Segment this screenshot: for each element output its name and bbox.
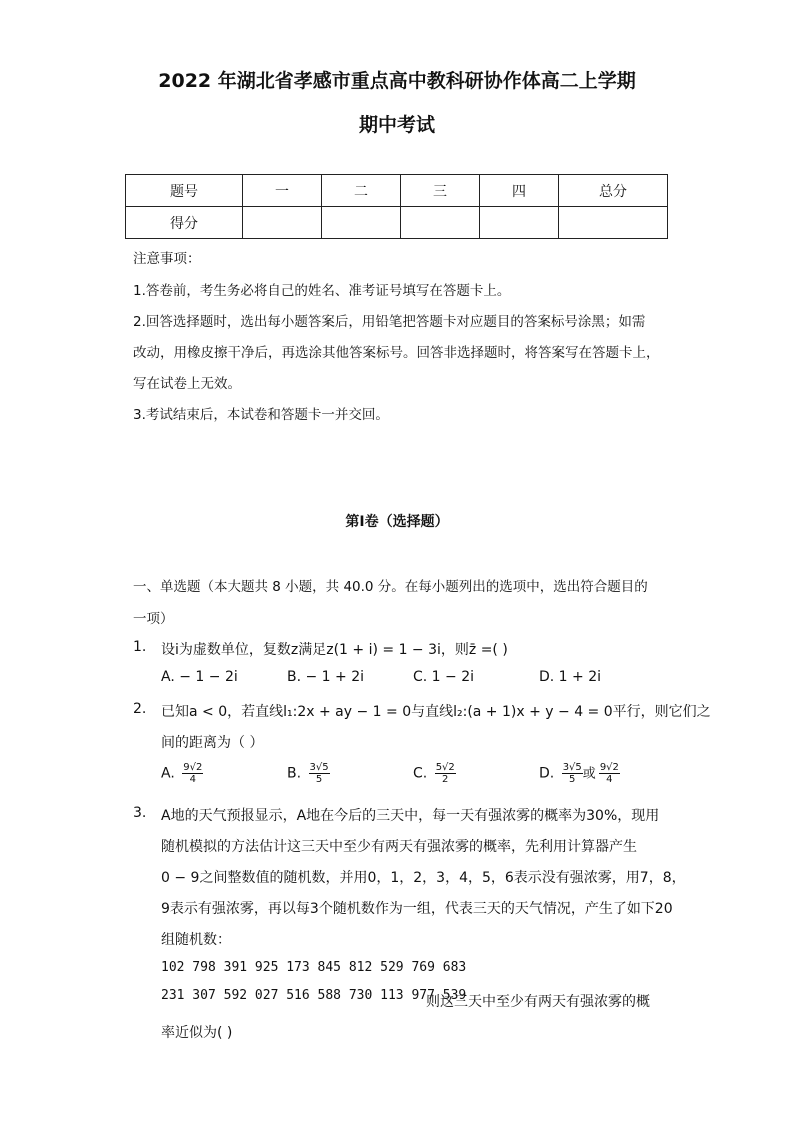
cell-score-3	[401, 207, 480, 239]
question-2-option-b	[287, 762, 330, 785]
option-d-fraction-1	[562, 762, 583, 785]
section-title: 第Ⅰ卷（选择题）	[345, 514, 449, 530]
question-3-line1: A地的天气预报显示，A地在今后的三天中，每一天有强浓雾的概率为30%，现用	[161, 808, 660, 824]
note-line-5: 3.考试结束后，本试卷和答题卡一并交回。	[133, 407, 389, 423]
option-c-fraction	[435, 762, 456, 785]
random-numbers-row-2: 231 307 592 027 516 588 730 113 977 539	[161, 988, 467, 1003]
question-2-option-d	[539, 762, 620, 785]
question-3-last-line: 率近似为( )	[161, 1025, 233, 1041]
cell-score-1	[243, 207, 322, 239]
note-line-4: 写在试卷上无效。	[133, 376, 241, 392]
question-2-text-line2: 间的距离为（ ）	[161, 735, 264, 751]
fraction-denominator: 5	[569, 774, 576, 785]
cell-part-2: 二	[322, 175, 401, 207]
fraction-numerator: 9√2	[599, 762, 619, 773]
question-1-option-a: A. − 1 − 2i	[161, 669, 238, 685]
question-2-option-a	[161, 762, 203, 785]
fraction-denominator: 4	[189, 774, 196, 785]
cell-part-4: 四	[480, 175, 559, 207]
note-line-3: 改动，用橡皮擦干净后，再选涂其他答案标号。回答非选择题时，将答案写在答题卡上，	[133, 345, 660, 361]
question-2-text-line1: 已知a < 0，若直线l₁:2x + ay − 1 = 0与直线l₂:(a + 1)x + y − 4 = 0平行，则它们之	[161, 704, 711, 720]
option-a-fraction	[182, 762, 203, 785]
option-d-label: D.	[539, 765, 555, 782]
random-numbers-row-1: 102 798 391 925 173 845 812 529 769 683	[161, 960, 467, 975]
notes-heading: 注意事项：	[133, 251, 201, 267]
score-table-score-row	[126, 207, 668, 239]
option-d-fraction-2	[599, 762, 620, 785]
fraction-numerator: 9√2	[183, 762, 203, 773]
question-3-line2: 随机模拟的方法估计这三天中至少有两天有强浓雾的概率，先利用计算器产生	[161, 839, 637, 855]
question-1-option-d: D. 1 + 2i	[539, 669, 602, 685]
cell-score-label: 得分	[126, 207, 243, 239]
question-1-number: 1.	[133, 639, 147, 655]
option-d-or: 或	[582, 766, 596, 782]
fraction-denominator: 4	[606, 774, 613, 785]
exam-title-line2: 期中考试	[358, 114, 435, 136]
note-line-1: 1.答卷前，考生务必将自己的姓名、准考证号填写在答题卡上。	[133, 283, 511, 299]
score-table	[125, 174, 668, 239]
question-3-line5: 组随机数：	[161, 932, 231, 948]
fraction-numerator: 3√5	[309, 762, 329, 773]
note-line-2: 2.回答选择题时，选出每小题答案后，用铅笔把答题卡对应题目的答案标号涂黑；如需	[133, 314, 646, 330]
option-b-fraction	[309, 762, 330, 785]
cell-score-2	[322, 207, 401, 239]
fraction-denominator: 5	[315, 774, 323, 785]
fraction-numerator: 3√5	[562, 762, 582, 773]
fraction-numerator: 5√2	[435, 762, 455, 773]
question-3-line3: 0 − 9之间整数值的随机数，并用0，1，2，3，4，5，6表示没有强浓雾，用7，8，	[161, 870, 686, 886]
option-b-label: B.	[287, 765, 302, 782]
question-3-line4: 9表示有强浓雾，再以每3个随机数作为一组，代表三天的天气情况，产生了如下20	[161, 901, 673, 917]
cell-score-total	[559, 207, 668, 239]
fraction-denominator: 2	[442, 774, 449, 785]
cell-part-1: 一	[243, 175, 322, 207]
question-1-option-b: B. − 1 + 2i	[287, 669, 365, 685]
question-1-text: 设i为虚数单位，复数z满足z(1 + i) = 1 − 3i，则z̄ =( )	[161, 642, 508, 658]
cell-label: 题号	[126, 175, 243, 207]
question-2-number: 2.	[133, 701, 147, 717]
section-intro-line1: 一、单选题（本大题共 8 小题，共 40.0 分。在每小题列出的选项中，选出符合题目的	[133, 579, 648, 595]
question-3-tail: 则这三天中至少有两天有强浓雾的概	[426, 994, 650, 1010]
exam-title-line1: 2022 年湖北省孝感市重点高中教科研协作体高二上学期	[158, 70, 636, 92]
cell-part-3: 三	[401, 175, 480, 207]
question-3-number: 3.	[133, 805, 147, 821]
cell-score-4	[480, 207, 559, 239]
section-intro-line2: 一项）	[133, 611, 174, 627]
option-a-label: A.	[161, 765, 175, 782]
question-2-option-c	[413, 762, 456, 785]
question-1-option-c: C. 1 − 2i	[413, 669, 475, 685]
score-table-header-row	[126, 175, 668, 207]
option-c-label: C.	[413, 765, 428, 782]
cell-total: 总分	[559, 175, 668, 207]
